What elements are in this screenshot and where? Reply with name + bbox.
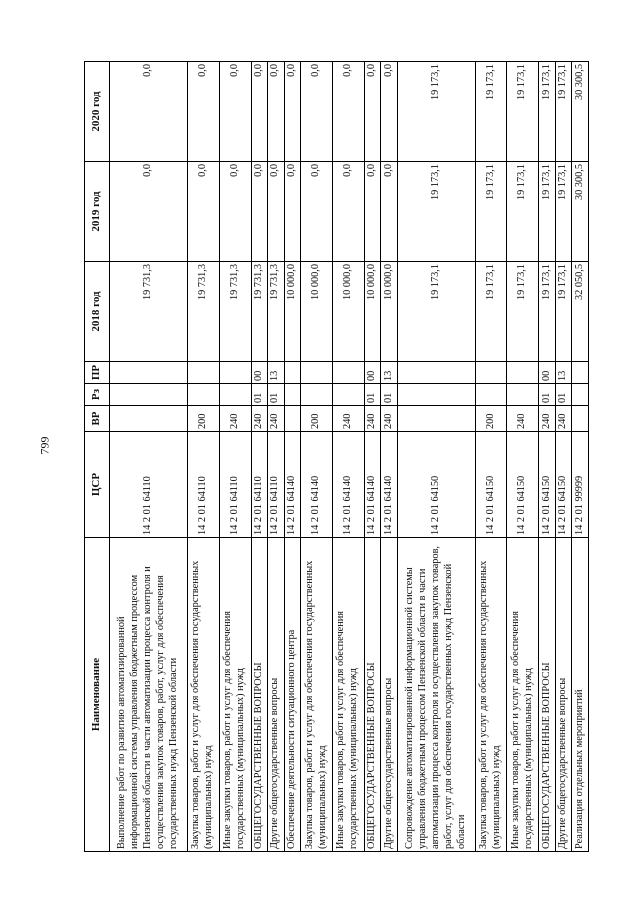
cell-pr [332, 362, 364, 384]
cell-csr: 14 2 01 99999 [572, 432, 589, 538]
cell-vr: 240 [251, 406, 268, 432]
table-row [381, 62, 398, 852]
cell-vr: 240 [268, 406, 285, 432]
cell-rz [397, 384, 475, 406]
cell-csr: 14 2 01 64150 [507, 432, 539, 538]
cell-name: ОБЩЕГОСУДАРСТВЕННЫЕ ВОПРОСЫ [364, 538, 381, 852]
cell-rz [284, 384, 301, 406]
cell-rz [475, 384, 507, 406]
cell-name: Закупка товаров, работ и услуг для обеспечения государственных (муниципальных) нужд [301, 538, 333, 852]
cell-csr: 14 2 01 64110 [187, 432, 219, 538]
cell-2020: 0,0 [332, 62, 364, 162]
cell-2020: 0,0 [284, 62, 301, 162]
cell-2018: 19 731,3 [268, 262, 285, 362]
cell-csr: 14 2 01 64110 [251, 432, 268, 538]
cell-rz [507, 384, 539, 406]
table-header-row [85, 62, 110, 852]
rotated-table-container [84, 62, 589, 852]
cell-csr: 14 2 01 64150 [555, 432, 572, 538]
cell-2018: 19 173,1 [475, 262, 507, 362]
cell-name: ОБЩЕГОСУДАРСТВЕННЫЕ ВОПРОСЫ [539, 538, 556, 852]
cell-2019: 19 173,1 [539, 162, 556, 262]
header-2019: 2019 год [85, 162, 110, 262]
cell-2018: 10 000,0 [364, 262, 381, 362]
cell-csr: 14 2 01 64140 [332, 432, 364, 538]
cell-2019: 0,0 [332, 162, 364, 262]
cell-csr: 14 2 01 64140 [284, 432, 301, 538]
cell-2018: 10 000,0 [381, 262, 398, 362]
table-row [507, 62, 539, 852]
cell-pr [301, 362, 333, 384]
cell-pr [284, 362, 301, 384]
table-row [475, 62, 507, 852]
cell-vr: 200 [301, 406, 333, 432]
cell-2018: 32 050,5 [572, 262, 589, 362]
cell-vr: 240 [219, 406, 251, 432]
table-row [110, 62, 188, 852]
cell-rz [301, 384, 333, 406]
cell-2019: 0,0 [284, 162, 301, 262]
cell-pr [475, 362, 507, 384]
cell-2018: 10 000,0 [301, 262, 333, 362]
cell-2020: 0,0 [381, 62, 398, 162]
cell-rz [110, 384, 188, 406]
cell-csr: 14 2 01 64150 [539, 432, 556, 538]
cell-pr: 00 [364, 362, 381, 384]
cell-rz: 01 [539, 384, 556, 406]
table-body [110, 62, 589, 852]
table-row [572, 62, 589, 852]
cell-pr [572, 362, 589, 384]
cell-2019: 0,0 [219, 162, 251, 262]
header-2020: 2020 год [85, 62, 110, 162]
cell-vr: 240 [507, 406, 539, 432]
cell-vr: 240 [332, 406, 364, 432]
cell-2018: 19 731,3 [187, 262, 219, 362]
cell-csr: 14 2 01 64150 [475, 432, 507, 538]
cell-name: ОБЩЕГОСУДАРСТВЕННЫЕ ВОПРОСЫ [251, 538, 268, 852]
cell-csr: 14 2 01 64140 [364, 432, 381, 538]
cell-2018: 10 000,0 [332, 262, 364, 362]
cell-2019: 30 300,5 [572, 162, 589, 262]
cell-2019: 0,0 [187, 162, 219, 262]
budget-table [84, 61, 589, 852]
cell-2018: 19 173,1 [507, 262, 539, 362]
cell-rz: 01 [381, 384, 398, 406]
cell-name: Обеспечение деятельности ситуационного центра [284, 538, 301, 852]
table-row [539, 62, 556, 852]
cell-2020: 0,0 [187, 62, 219, 162]
cell-vr [284, 406, 301, 432]
cell-name: Закупка товаров, работ и услуг для обеспечения государственных (муниципальных) нужд [187, 538, 219, 852]
cell-2018: 19 731,3 [110, 262, 188, 362]
cell-rz: 01 [555, 384, 572, 406]
cell-csr: 14 2 01 64140 [301, 432, 333, 538]
cell-vr: 240 [555, 406, 572, 432]
cell-name: Реализация отдельных мероприятий [572, 538, 589, 852]
table-row [301, 62, 333, 852]
table-row [332, 62, 364, 852]
cell-rz [219, 384, 251, 406]
cell-vr: 200 [475, 406, 507, 432]
table-row [397, 62, 475, 852]
cell-2019: 0,0 [381, 162, 398, 262]
cell-vr [397, 406, 475, 432]
cell-2020: 0,0 [251, 62, 268, 162]
cell-2018: 10 000,0 [284, 262, 301, 362]
table-row [187, 62, 219, 852]
page-number: 799 [37, 436, 52, 455]
cell-2018: 19 731,3 [251, 262, 268, 362]
cell-vr: 240 [364, 406, 381, 432]
cell-rz [332, 384, 364, 406]
cell-pr: 13 [555, 362, 572, 384]
cell-name: Другие общегосударственные вопросы [268, 538, 285, 852]
cell-pr [219, 362, 251, 384]
cell-csr: 14 2 01 64110 [219, 432, 251, 538]
cell-rz: 01 [364, 384, 381, 406]
cell-vr: 240 [539, 406, 556, 432]
cell-2020: 0,0 [364, 62, 381, 162]
cell-vr [572, 406, 589, 432]
cell-2019: 19 173,1 [397, 162, 475, 262]
cell-name: Иные закупки товаров, работ и услуг для обеспечения государственных (муниципальных) нужд [219, 538, 251, 852]
table-row [555, 62, 572, 852]
header-pr: ПР [85, 362, 110, 384]
cell-pr [397, 362, 475, 384]
cell-2020: 19 173,1 [539, 62, 556, 162]
cell-2018: 19 173,1 [539, 262, 556, 362]
cell-2020: 19 173,1 [555, 62, 572, 162]
cell-2019: 0,0 [251, 162, 268, 262]
cell-2019: 0,0 [364, 162, 381, 262]
cell-rz [572, 384, 589, 406]
cell-vr: 240 [381, 406, 398, 432]
table-row [219, 62, 251, 852]
cell-name: Иные закупки товаров, работ и услуг для обеспечения государственных (муниципальных) нужд [332, 538, 364, 852]
cell-2019: 0,0 [301, 162, 333, 262]
cell-2020: 19 173,1 [397, 62, 475, 162]
cell-name: Закупка товаров, работ и услуг для обеспечения государственных (муниципальных) нужд [475, 538, 507, 852]
header-name: Наименование [85, 538, 110, 852]
cell-pr: 00 [539, 362, 556, 384]
cell-pr [110, 362, 188, 384]
cell-2020: 0,0 [219, 62, 251, 162]
cell-name: Другие общегосударственные вопросы [381, 538, 398, 852]
cell-2019: 0,0 [268, 162, 285, 262]
cell-pr: 13 [268, 362, 285, 384]
cell-csr: 14 2 01 64110 [268, 432, 285, 538]
cell-name: Иные закупки товаров, работ и услуг для обеспечения государственных (муниципальных) нужд [507, 538, 539, 852]
cell-2020: 0,0 [301, 62, 333, 162]
cell-2019: 0,0 [110, 162, 188, 262]
table-row [284, 62, 301, 852]
cell-vr [110, 406, 188, 432]
cell-name: Другие общегосударственные вопросы [555, 538, 572, 852]
cell-pr [507, 362, 539, 384]
cell-rz: 01 [268, 384, 285, 406]
cell-csr: 14 2 01 64110 [110, 432, 188, 538]
cell-csr: 14 2 01 64140 [381, 432, 398, 538]
table-row [251, 62, 268, 852]
cell-2018: 19 731,3 [219, 262, 251, 362]
cell-2020: 19 173,1 [507, 62, 539, 162]
cell-rz [187, 384, 219, 406]
cell-pr: 00 [251, 362, 268, 384]
cell-pr [187, 362, 219, 384]
header-2018: 2018 год [85, 262, 110, 362]
cell-name: Выполнение работ по развитию автоматизированной информационной системы управления бюджетным процессом Пензенской области в части автоматизации процесса контроля и осуществления закупок товаров, работ, услуг для обеспечения государственных нужд Пензенской области [110, 538, 188, 852]
cell-2019: 19 173,1 [475, 162, 507, 262]
cell-csr: 14 2 01 64150 [397, 432, 475, 538]
cell-2020: 0,0 [268, 62, 285, 162]
cell-2020: 19 173,1 [475, 62, 507, 162]
cell-2020: 30 300,5 [572, 62, 589, 162]
cell-name: Сопровождение автоматизированной информационной системы управления бюджетным процессом Пензенской области в части автоматизации процесса контроля и осуществления закупок товаров, работ, услуг для обеспечения государственных нужд Пензенской области [397, 538, 475, 852]
cell-2019: 19 173,1 [507, 162, 539, 262]
cell-2018: 19 173,1 [397, 262, 475, 362]
cell-2019: 19 173,1 [555, 162, 572, 262]
header-rz: Рз [85, 384, 110, 406]
header-vr: ВР [85, 406, 110, 432]
cell-2020: 0,0 [110, 62, 188, 162]
cell-vr: 200 [187, 406, 219, 432]
cell-rz: 01 [251, 384, 268, 406]
header-csr: ЦСР [85, 432, 110, 538]
table-row [364, 62, 381, 852]
cell-2018: 19 173,1 [555, 262, 572, 362]
table-row [268, 62, 285, 852]
cell-pr: 13 [381, 362, 398, 384]
